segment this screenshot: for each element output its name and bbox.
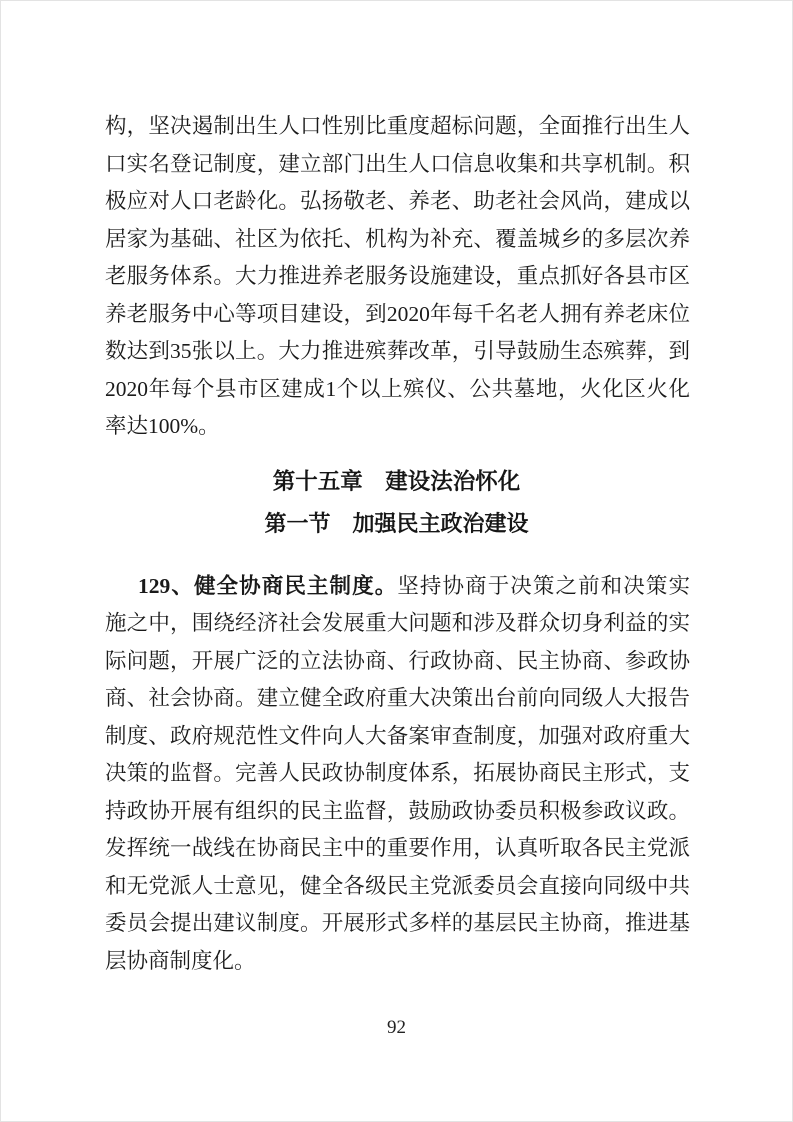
paragraph-line: 际问题，开展广泛的立法协商、行政协商、民主协商、参政协: [105, 648, 690, 673]
paragraph-line: 施之中，围绕经济社会发展重大问题和涉及群众切身利益的实: [105, 611, 690, 635]
paragraph-line: 极应对人口老龄化。弘扬敬老、养老、助老社会风尚，建成以: [105, 189, 690, 213]
paragraph-line: 制度、政府规范性文件向人大备案审查制度，加强对政府重大: [105, 723, 690, 748]
paragraph-line: 养老服务中心等项目建设，到2020年每千名老人拥有养老床位: [105, 301, 690, 326]
paragraph-consultative-democracy: [105, 568, 690, 981]
paragraph-line: 数达到35张以上。大力推进殡葬改革，引导鼓励生态殡葬，到: [105, 339, 690, 363]
item-number-bold-lead: 129、健全协商民主制度。: [138, 573, 398, 598]
paragraph-line: 2020年每个县市区建成1个以上殡仪、公共墓地，火化区火化: [105, 376, 690, 401]
paragraph-line: [105, 568, 690, 606]
paragraph-population-policy: [105, 108, 690, 446]
paragraph-line: 持政协开展有组织的民主监督，鼓励政协委员积极参政议政。: [105, 798, 690, 823]
paragraph-line: 居家为基础、社区为依托、机构为补充、覆盖城乡的多层次养: [105, 226, 690, 251]
paragraph-line: 口实名登记制度，建立部门出生人口信息收集和共享机制。积: [105, 151, 690, 176]
paragraph-line: 发挥统一战线在协商民主中的重要作用，认真听取各民主党派: [105, 836, 690, 860]
paragraph-line: 构，坚决遏制出生人口性别比重度超标问题，全面推行出生人: [105, 114, 690, 138]
paragraph-line: 和无党派人士意见，健全各级民主党派委员会直接向同级中共: [105, 873, 690, 898]
page-number: 92: [387, 1017, 406, 1038]
paragraph-line: 层协商制度化。: [105, 948, 256, 973]
paragraph-line: 老服务体系。大力推进养老服务设施建设，重点抓好各县市区: [105, 264, 690, 288]
paragraph-line: 商、社会协商。建立健全政府重大决策出台前向同级人大报告: [105, 686, 690, 710]
paragraph-line: 委员会提出建议制度。开展形式多样的基层民主协商，推进基: [105, 911, 690, 935]
section-heading: 第一节 加强民主政治建设: [264, 510, 529, 536]
paragraph-line: 决策的监督。完善人民政协制度体系，拓展协商民主形式，支: [105, 761, 690, 785]
chapter-heading: 第十五章 建设法治怀化: [272, 468, 521, 494]
paragraph-line: 率达100%。: [105, 414, 220, 438]
paragraph-line-text: 坚持协商于决策之前和决策实: [397, 573, 690, 598]
